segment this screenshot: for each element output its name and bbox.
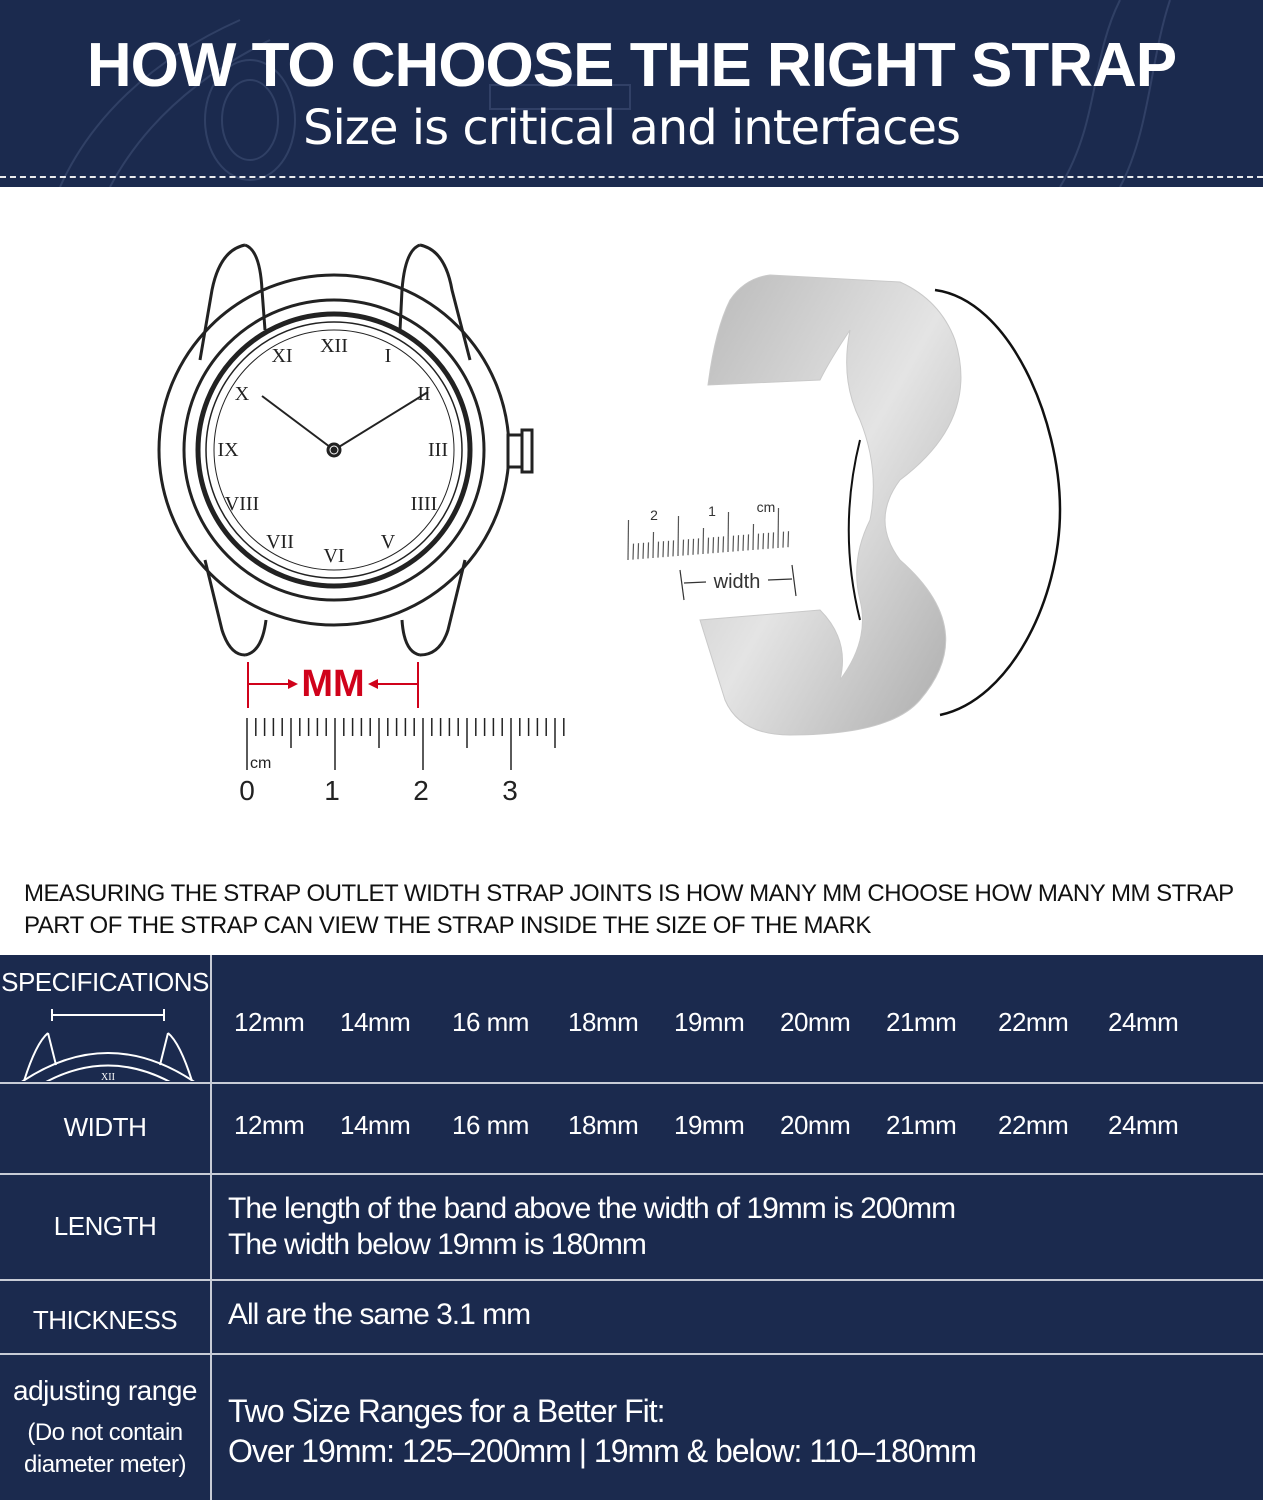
row-adjusting-range [0, 1355, 1263, 1500]
header-banner [0, 0, 1263, 187]
width-size-2: 16 mm [452, 1110, 529, 1140]
strap-ruler-tick [668, 541, 669, 557]
length-line-1: The length of the band above the width of 19mm is 200mm [228, 1192, 956, 1225]
specification-size-0: 12mm [234, 1007, 305, 1037]
adjusting-line-2: Over 19mm: 125–200mm | 19mm & below: 110–180mm [228, 1433, 976, 1469]
watch-diagram [159, 245, 532, 655]
measurement-illustration [0, 187, 1263, 857]
strap-ruler-tick [678, 516, 679, 556]
numeral-2: II [417, 383, 431, 405]
row-specifications [0, 955, 1263, 1082]
strap-ruler-tick [688, 539, 689, 555]
strap-ruler-tick [728, 512, 729, 552]
length-line-2: The width below 19mm is 180mm [228, 1228, 646, 1261]
specification-table [0, 955, 1263, 1500]
strap-ruler-tick [758, 534, 759, 550]
mm-label: MM [301, 663, 365, 705]
thickness-row-label: THICKNESS [32, 1305, 178, 1335]
width-size-7: 22mm [998, 1110, 1069, 1140]
specification-size-4: 19mm [674, 1007, 745, 1037]
numeral-11: XI [271, 345, 293, 367]
strap-ruler-tick [778, 508, 779, 548]
length-row-label: LENGTH [53, 1211, 157, 1241]
measurement-caption: MEASURING THE STRAP OUTLET WIDTH STRAP JOINTS IS HOW MANY MM CHOOSE HOW MANY MM STRAP PART OF THE STRAP CAN VIEW THE STRAP INSIDE THE SIZE OF THE MARK [24, 880, 1234, 939]
row-width [0, 1084, 1263, 1173]
specification-size-1: 14mm [340, 1007, 411, 1037]
ruler-number-2: 2 [413, 775, 429, 806]
strap-ruler-number-1: 1 [708, 503, 716, 519]
numeral-6: VI [323, 545, 345, 567]
specification-size-8: 24mm [1108, 1007, 1179, 1037]
width-size-8: 24mm [1108, 1110, 1179, 1140]
strap-ruler-tick [673, 540, 674, 556]
strap-ruler-tick [738, 535, 739, 551]
strap-ruler-tick [663, 541, 664, 557]
specifications-label: SPECIFICATIONS [1, 967, 209, 997]
strap-ruler-tick [693, 539, 694, 555]
ruler-number-0: 0 [239, 775, 255, 806]
width-row-label: WIDTH [63, 1112, 147, 1142]
strap-diagram [700, 275, 1060, 735]
specification-size-5: 20mm [780, 1007, 851, 1037]
numeral-7: VII [266, 531, 294, 553]
strap-ruler-tick [763, 533, 764, 549]
strap-ruler-tick [708, 538, 709, 554]
width-label: width [713, 571, 761, 593]
strap-ruler-tick [713, 537, 714, 553]
watch-ruler-unit: cm [250, 755, 272, 772]
specification-size-6: 21mm [886, 1007, 957, 1037]
numeral-12: XII [101, 1072, 115, 1081]
strap-ruler-tick [638, 543, 639, 559]
page-subtitle: Size is critical and interfaces [302, 100, 961, 156]
strap-ruler-tick [773, 532, 774, 548]
strap-ruler-tick [743, 535, 744, 551]
specification-size-2: 16 mm [452, 1007, 529, 1037]
width-size-6: 21mm [886, 1110, 957, 1140]
strap-ruler-tick [783, 532, 784, 548]
width-size-3: 18mm [568, 1110, 639, 1140]
strap-ruler-tick [703, 528, 704, 554]
adjusting-line-1: Two Size Ranges for a Better Fit: [228, 1393, 665, 1429]
strap-ruler-unit: cm [756, 499, 776, 515]
numeral-8: VIII [224, 493, 260, 515]
strap-ruler-tick [753, 524, 754, 550]
strap-ruler-tick [718, 537, 719, 553]
strap-ruler-number-2: 2 [650, 507, 658, 523]
strap-ruler-tick [698, 538, 699, 554]
watch-lug-icon [16, 1003, 196, 1081]
specification-size-3: 18mm [568, 1007, 639, 1037]
ruler-number-1: 1 [324, 775, 340, 806]
header-divider [0, 176, 1263, 178]
adjusting-label-line-2: (Do not contain [27, 1419, 183, 1446]
specification-size-7: 22mm [998, 1007, 1069, 1037]
strap-ruler-tick [648, 542, 649, 558]
width-size-1: 14mm [340, 1110, 411, 1140]
width-size-4: 19mm [674, 1110, 745, 1140]
strap-ruler-tick [788, 531, 789, 547]
strap-ruler-tick [633, 544, 634, 560]
row-thickness [0, 1281, 1263, 1353]
width-size-5: 20mm [780, 1110, 851, 1140]
adjusting-label-line-1: adjusting range [13, 1375, 197, 1406]
numeral-10: X [234, 383, 250, 405]
strap-ruler-tick [658, 542, 659, 558]
strap-ruler-tick [733, 536, 734, 552]
strap-ruler-tick [653, 532, 654, 558]
thickness-value: All are the same 3.1 mm [228, 1298, 531, 1331]
ruler-number-3: 3 [502, 775, 518, 806]
numeral-4: IIII [410, 493, 438, 515]
watch-ruler [247, 718, 564, 770]
strap-ruler-tick [723, 536, 724, 552]
strap-ruler-tick [768, 533, 769, 549]
width-size-0: 12mm [234, 1110, 305, 1140]
row-length [0, 1175, 1263, 1279]
numeral-9: IX [217, 439, 239, 461]
strap-ruler-tick [643, 543, 644, 559]
strap-ruler-tick [628, 520, 629, 560]
numeral-5: V [380, 531, 396, 553]
strap-ruler-tick [683, 540, 684, 556]
adjusting-label-line-3: diameter meter) [24, 1451, 186, 1478]
numeral-12: XII [320, 335, 348, 357]
page-title: HOW TO CHOOSE THE RIGHT STRAP [86, 31, 1177, 100]
strap-ruler-tick [748, 534, 749, 550]
numeral-1: I [384, 345, 392, 367]
numeral-3: III [428, 439, 448, 461]
